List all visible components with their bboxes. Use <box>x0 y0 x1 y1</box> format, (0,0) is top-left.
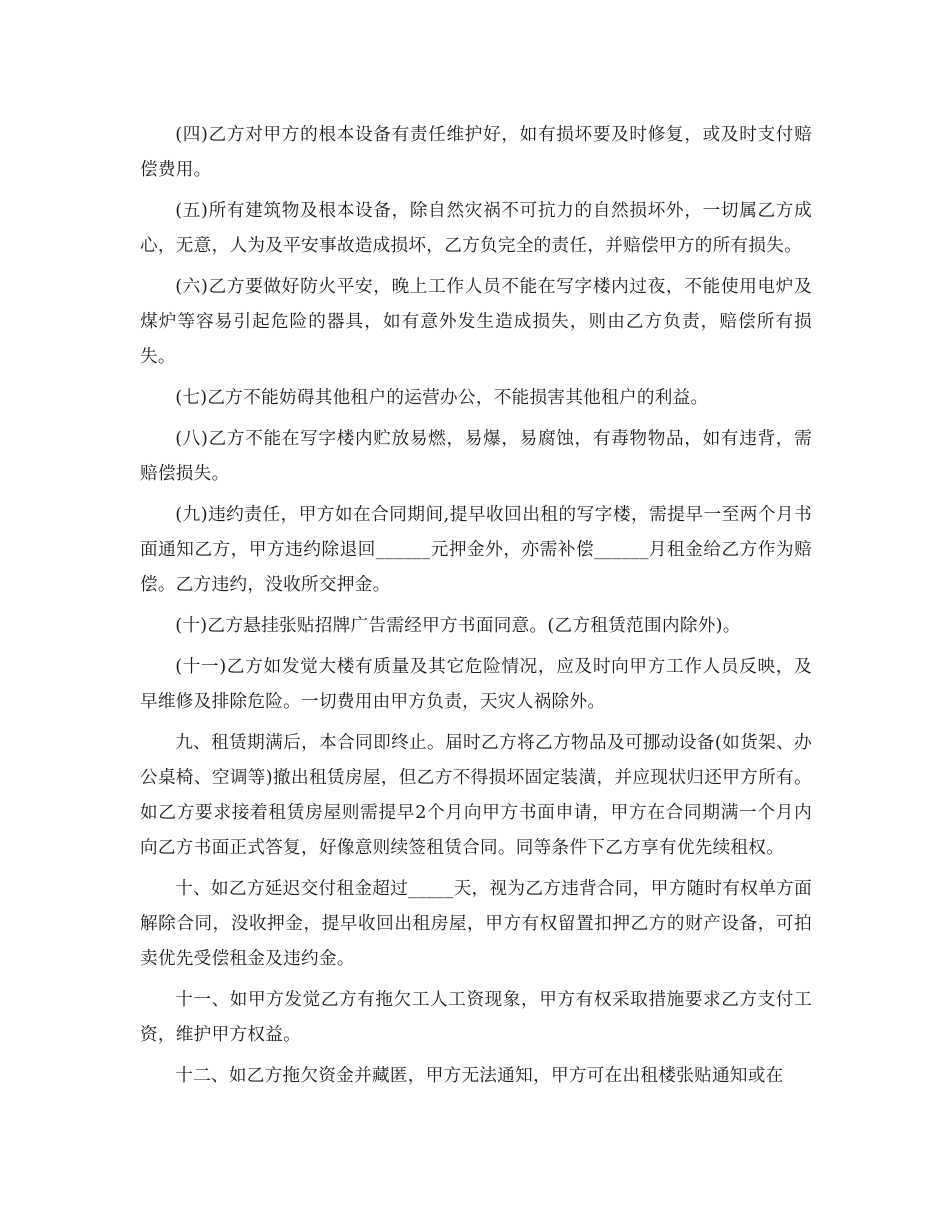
clause-9-breach-liability: (九)违约责任，甲方如在合同期间,提早收回出租的写字楼，需提早一至两个月书面通知乙方，甲方违约除退回______元押金外，亦需补偿______月租金给乙方作为赔偿。乙方违约，没收所交押金。 <box>140 505 812 595</box>
clause-4-maintenance: (四)乙方对甲方的根本设备有责任维护好，如有损坏要及时修复，或及时支付赔偿费用。 <box>140 125 812 180</box>
clause-6-fire-safety: (六)乙方要做好防火平安，晚上工作人员不能在写字楼内过夜，不能使用电炉及煤炉等容易引起危险的器具，如有意外发生造成损失，则由乙方负责，赔偿所有损失。 <box>140 277 812 367</box>
document-body <box>140 118 812 1100</box>
clause-8-hazardous-goods: (八)乙方不能在写字楼内贮放易燃，易爆，易腐蚀，有毒物物品，如有违背，需赔偿损失。 <box>140 429 812 484</box>
article-10-late-rent: 十、如乙方延迟交付租金超过_____天，视为乙方违背合同，甲方随时有权单方面解除合同，没收押金，提早收回出租房屋，甲方有权留置扣押乙方的财产设备，可拍卖优先受偿租金及违约金。 <box>140 879 812 969</box>
clause-5-damage-liability: (五)所有建筑物及根本设备，除自然灾祸不可抗力的自然损坏外，一切属乙方成心，无意，人为及平安事故造成损坏，乙方负完全的责任，并赔偿甲方的所有损失。 <box>140 201 812 256</box>
article-12-absconding: 十二、如乙方拖欠资金并藏匿，甲方无法通知，甲方可在出租楼张贴通知或在 <box>175 1066 784 1086</box>
article-11-wage-arrears: 十一、如甲方发觉乙方有拖欠工人工资现象，甲方有权采取措施要求乙方支付工资，维护甲方权益。 <box>140 990 812 1045</box>
clause-7-other-tenants: (七)乙方不能妨碍其他租户的运营办公，不能损害其他租户的利益。 <box>175 388 709 408</box>
clause-11-building-hazards: (十一)乙方如发觉大楼有质量及其它危险情况，应及时向甲方工作人员反映，及早维修及排除危险。一切费用由甲方负责，天灾人祸除外。 <box>140 657 812 712</box>
clause-10-signage: (十)乙方悬挂张贴招牌广告需经甲方书面同意。(乙方租赁范围内除外)。 <box>175 616 741 636</box>
article-9-lease-expiry: 九、租赁期满后，本合同即终止。届时乙方将乙方物品及可挪动设备(如货架、办公桌椅、空调等)撤出租赁房屋，但乙方不得损坏固定装潢，并应现状归还甲方所有。如乙方要求接着租赁房屋则需提早2个月向甲方书面申请，甲方在合同期满一个月内向乙方书面正式答复，好像意则续签租赁合同。同等条件下乙方享有优先续租权。 <box>140 733 812 858</box>
